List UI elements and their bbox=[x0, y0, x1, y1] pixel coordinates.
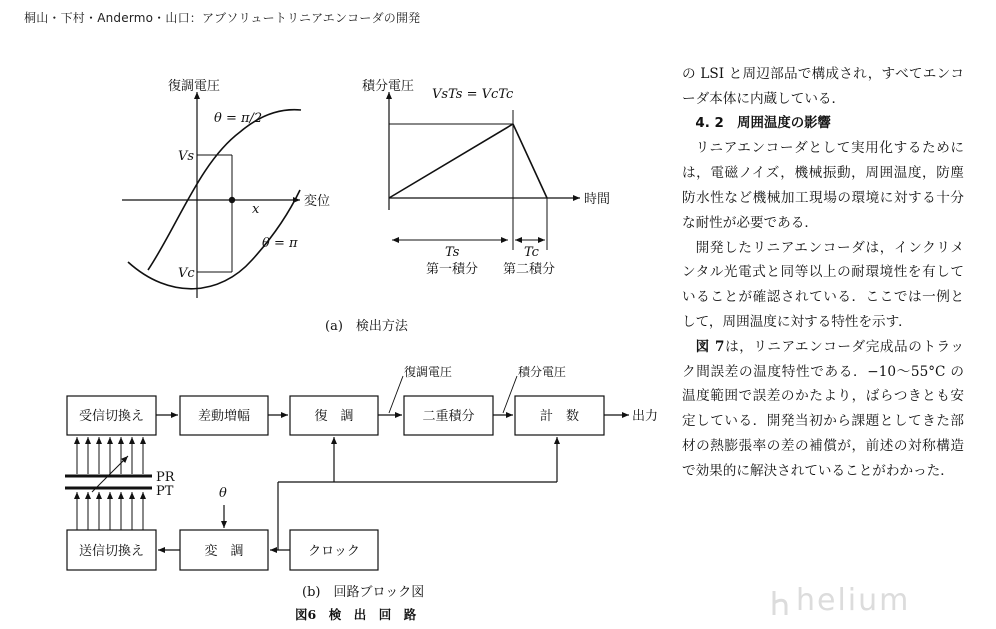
demod-voltage-label: 復調電圧 bbox=[404, 365, 453, 379]
vs-label: Vs bbox=[178, 149, 195, 164]
first-integration-ramp bbox=[389, 124, 513, 198]
integration-equation: VsTs = VcTc bbox=[432, 87, 514, 102]
paragraph-1: の LSI と周辺部品で構成され，すべてエンコーダ本体に内蔵している． bbox=[682, 66, 964, 107]
curve1-label: θ = π/2 bbox=[214, 111, 263, 126]
graph1-ylabel: 復調電圧 bbox=[168, 79, 221, 94]
watermark-text: helium bbox=[796, 583, 911, 618]
diff-amp-label: 差動増幅 bbox=[197, 409, 251, 424]
paragraph-4 bbox=[682, 335, 964, 484]
vc-label: Vc bbox=[178, 266, 195, 281]
phase1-label: 第一積分 bbox=[426, 262, 479, 277]
second-integration-ramp bbox=[513, 124, 547, 198]
demod-voltage-leader bbox=[389, 376, 403, 413]
graph-demod-voltage bbox=[122, 79, 330, 298]
tx-to-pt-arrows bbox=[77, 492, 143, 530]
graph-integ-voltage bbox=[362, 78, 610, 277]
watermark bbox=[772, 583, 910, 618]
caption-b: (b) 回路ブロック図 bbox=[302, 585, 425, 600]
body-text-column bbox=[682, 62, 964, 484]
counter-label: 計 数 bbox=[539, 409, 580, 424]
figure-title: 図6 検 出 回 路 bbox=[295, 607, 417, 622]
paragraph-4-text: は，リニアエンコーダ完成品のトラック間誤差の温度特性である．−10～55°C の温度範囲で誤差のかたより，ばらつきとも安定している．開発当初から課題としてきた部材の熱膨張率の差の補償が，前述の対称構造で効果的に解決されていることがわかった． bbox=[682, 338, 964, 479]
pr-label: PR bbox=[156, 470, 175, 485]
x-position-dot bbox=[229, 197, 235, 203]
demod-label: 復 調 bbox=[314, 409, 354, 424]
output-label: 出力 bbox=[632, 409, 659, 424]
figure-7-ref: 図 7 bbox=[695, 338, 725, 355]
running-header: 桐山・下村・Andermo・山口：アブソリュートリニアエンコーダの開発 bbox=[24, 11, 421, 25]
graph2-xlabel: 時間 bbox=[584, 192, 611, 207]
pt-label: PT bbox=[156, 484, 174, 499]
ts-label: Ts bbox=[445, 245, 460, 260]
tc-label: Tc bbox=[524, 245, 539, 260]
clock-label: クロック bbox=[308, 544, 360, 559]
x-marker-label: x bbox=[252, 202, 260, 217]
dual-integ-label: 二重積分 bbox=[422, 409, 475, 424]
paragraph-3: 開発したリニアエンコーダは，インクリメンタル光電式と同等以上の耐環境性を有していることが確認されている．ここでは一例として，周囲温度に対する特性を示す． bbox=[682, 239, 964, 330]
phase2-label: 第二積分 bbox=[503, 262, 556, 277]
pr-to-rx-arrows bbox=[77, 437, 143, 474]
caption-a: (a) 検出方法 bbox=[325, 319, 408, 334]
rx-switch-label: 受信切換え bbox=[78, 409, 145, 424]
curve2-label: θ = π bbox=[262, 236, 298, 251]
graph2-ylabel: 積分電圧 bbox=[362, 79, 415, 94]
section-heading: 4. 2 周囲温度の影響 bbox=[695, 115, 831, 131]
block-diagram bbox=[65, 364, 658, 570]
tx-switch-label: 送信切換え bbox=[78, 544, 145, 559]
paragraph-2: リニアエンコーダとして実用化するためには，電磁ノイズ，機械振動，周囲温度，防塵防水性など機械加工現場の環境に対する十分な耐性が必要である． bbox=[682, 140, 964, 231]
graph1-xlabel: 変位 bbox=[304, 194, 331, 209]
integ-voltage-label: 積分電圧 bbox=[518, 365, 567, 379]
theta-label: θ bbox=[219, 486, 227, 501]
modulator-label: 変 調 bbox=[204, 544, 244, 559]
